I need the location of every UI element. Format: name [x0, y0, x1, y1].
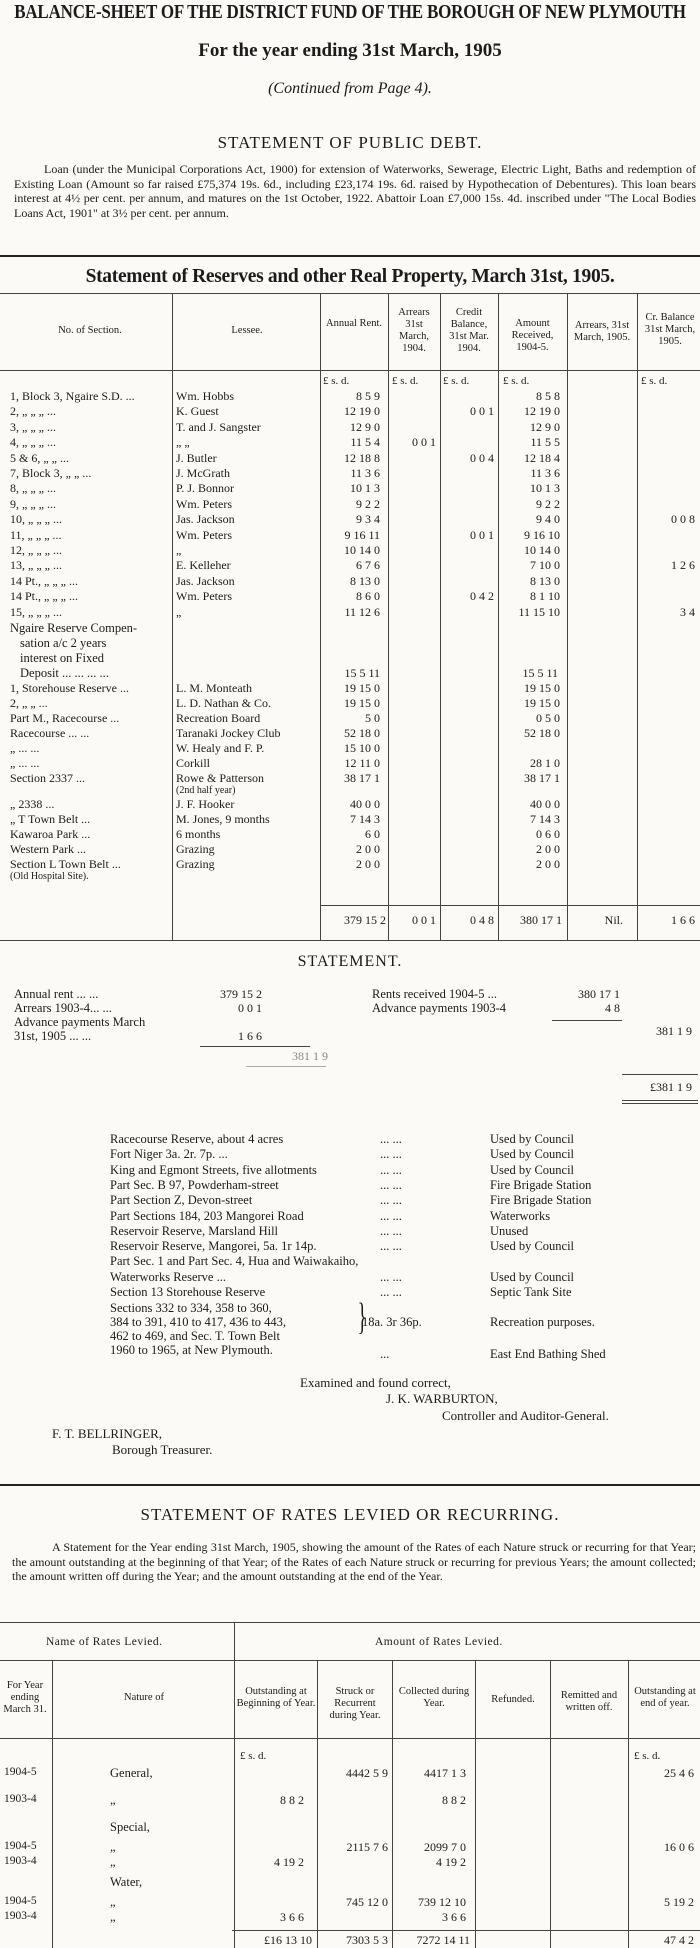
recreation-area: 18a. 3r 36p.: [362, 1315, 422, 1329]
statement-right-label: Rents received 1904-5 ...: [372, 987, 497, 1001]
rate-collected: 4417 1 3: [424, 1766, 466, 1780]
column-rule: [498, 293, 499, 940]
divider: [0, 1484, 700, 1486]
rate-nature: „: [110, 1855, 116, 1869]
total-credit-1904: 0 4 8: [470, 913, 494, 927]
rate-outstanding: 8 8 2: [280, 1793, 304, 1807]
statement-left-label: Annual rent ... ...: [14, 987, 99, 1001]
statement-rule: [622, 1103, 698, 1104]
rates-text: A Statement for the Year ending 31st March, 1905, showing the amount of the Rates of each Nature struck or recurring for that Year; the amount outstanding at the beginning of that Year; of the Rates of each Nature struck or recurring for previous Years; the amount collected; the amount written off during the Year; and the amount outstanding at the end of the Year.: [12, 1540, 696, 1583]
column-rule: [475, 1660, 476, 1948]
recreation-use: Recreation purposes.: [490, 1315, 595, 1329]
section-cell: 1, Storehouse Reserve ...: [10, 681, 129, 695]
page-subtitle: For the year ending 31st March, 1905: [198, 40, 502, 61]
dots: ... ...: [380, 1132, 402, 1146]
rates-total-outstanding-end: 47 4 2: [664, 1933, 694, 1947]
recreation-line: 462 to 469, and Sec. T. Town Belt: [110, 1329, 280, 1343]
rent-cell: 6 0: [365, 827, 380, 841]
property-use: Fire Brigade Station: [490, 1177, 592, 1192]
rate-nature: „: [110, 1895, 116, 1909]
lessee-cell: „ „: [176, 435, 190, 450]
column-rule: [628, 1660, 629, 1948]
column-rule: [317, 1660, 318, 1948]
header-received: Amount Received, 1904-5.: [511, 318, 554, 353]
column-rule: [320, 293, 321, 940]
received-cell: 9 4 0: [536, 512, 560, 527]
rate-nature: Special,: [110, 1820, 150, 1834]
section-cell: 2, „ „ ...: [10, 696, 48, 710]
property-name: Reservoir Reserve, Marsland Hill: [110, 1223, 279, 1238]
lessee-cell: Grazing: [176, 842, 215, 856]
reserves-title: Statement of Reserves and other Real Property, March 31st, 1905.: [85, 266, 615, 287]
property-name: Section 13 Storehouse Reserve: [110, 1285, 266, 1299]
section-cell: 7, Block 3, „ „ ...: [10, 466, 92, 480]
section-cell: 9, „ „ „ ...: [10, 496, 56, 511]
property-name: Part Sections 184, 203 Mangorei Road: [110, 1208, 304, 1223]
lessee-cell: T. and J. Sangster: [176, 419, 261, 434]
bathing-name: 1960 to 1965, at New Plymouth.: [110, 1343, 273, 1357]
lessee-cell: Grazing: [176, 857, 215, 871]
rate-outstanding: 4 19 2: [274, 1855, 304, 1869]
statement-left-label: 31st, 1905 ... ...: [14, 1029, 92, 1043]
received-cell: 2 0 0: [536, 842, 560, 856]
lessee-cell: „: [176, 543, 182, 557]
received-cell: 19 15 0: [524, 681, 560, 695]
lessee-cell: W. Healy and F. P.: [176, 741, 265, 755]
property-name: Waterworks Reserve ...: [110, 1269, 226, 1284]
rent-cell: 38 17 1: [344, 771, 380, 785]
dots: ...: [380, 1347, 390, 1361]
table-top-rule: [0, 293, 700, 294]
rent-cell: 7 14 3: [350, 812, 380, 826]
statement-rule: [552, 1020, 622, 1021]
received-cell: 2 0 0: [536, 857, 560, 871]
statement-left-total: 381 1 9: [292, 1049, 328, 1063]
rate-year: 1903-4: [4, 1855, 37, 1867]
section-cell: 15, „ „ „ ...: [10, 604, 62, 619]
lessee-cell: P. J. Bonnor: [176, 481, 235, 496]
dots: ... ...: [380, 1223, 402, 1238]
rent-cell: 9 16 11: [344, 527, 380, 542]
lessee-cell: L. D. Nathan & Co.: [176, 696, 271, 710]
total-arrears-1904: 0 0 1: [412, 913, 436, 927]
lessee-cell: Jas. Jackson: [176, 512, 235, 527]
received-cell: 38 17 1: [524, 771, 560, 785]
header-credit-1904: Credit Balance, 31st Mar. 1904.: [449, 307, 489, 354]
rate-collected: 8 8 2: [442, 1793, 466, 1807]
lessee-cell: „: [176, 604, 182, 619]
property-name: King and Egmont Streets, five allotments: [110, 1162, 317, 1177]
rent-cell: 8 6 0: [356, 589, 380, 604]
rate-outstanding-end: 5 19 2: [664, 1895, 694, 1909]
rates-group-rule: [0, 1660, 700, 1661]
lessee-cell: J. Butler: [176, 450, 217, 465]
rate-struck: 2115 7 6: [346, 1840, 388, 1854]
rent-cell: 11 5 4: [350, 435, 380, 450]
section-cell: (Old Hospital Site).: [10, 871, 89, 882]
auditor-name: J. K. WARBURTON,: [386, 1391, 498, 1406]
received-cell: 11 15 10: [518, 604, 560, 619]
rates-header-rule: [0, 1738, 700, 1739]
lessee-cell: J. McGrath: [176, 466, 230, 480]
statement-left-value: 379 15 2: [220, 987, 262, 1001]
statement-title: STATEMENT.: [297, 953, 403, 970]
rate-nature: „: [110, 1910, 116, 1924]
cr-balance-cell: 1 2 6: [671, 558, 695, 573]
received-cell: 10 14 0: [524, 543, 560, 557]
section-cell: 4, „ „ „ ...: [10, 435, 56, 450]
header-annual-rent: Annual Rent.: [326, 318, 382, 329]
rate-collected: 739 12 10: [418, 1895, 466, 1909]
rate-nature: General,: [110, 1766, 153, 1780]
dots: ... ...: [380, 1177, 402, 1192]
property-use: Septic Tank Site: [490, 1285, 572, 1299]
lessee-cell: Taranaki Jockey Club: [176, 726, 281, 740]
total-cr-balance: 1 6 6: [671, 913, 695, 927]
section-cell: 14 Pt., „ „ „ ...: [10, 573, 78, 588]
received-cell: 12 18 4: [524, 450, 560, 465]
received-cell: 7 14 3: [530, 812, 560, 826]
lessee-cell: Wm. Peters: [176, 496, 232, 511]
property-name: Reservoir Reserve, Mangorei, 5a. 1r 14p.: [110, 1239, 317, 1254]
total-arrears-1905: Nil.: [604, 913, 623, 927]
section-cell: 13, „ „ „ ...: [10, 558, 62, 573]
received-cell: 9 16 10: [524, 527, 560, 542]
statement-left-value: 0 0 1: [238, 1001, 262, 1015]
lessee-cell: K. Guest: [176, 404, 219, 419]
rent-cell: 8 13 0: [350, 573, 380, 588]
arrears-cell: 0 0 1: [412, 435, 436, 450]
rent-cell: 8 5 9: [356, 389, 380, 403]
lessee-cell: Wm. Hobbs: [176, 389, 234, 403]
ngaire-line: interest on Fixed: [20, 651, 105, 665]
rent-cell: 10 14 0: [344, 543, 380, 557]
auditor-title: Controller and Auditor-General.: [442, 1408, 609, 1423]
rate-nature: Water,: [110, 1875, 143, 1889]
property-use: Fire Brigade Station: [490, 1193, 592, 1208]
total-rent: 379 15 2: [344, 913, 386, 927]
rate-collected: 4 19 2: [436, 1855, 466, 1869]
section-cell: 2, „ „ „ ...: [10, 404, 56, 419]
cr-balance-cell: 3 4: [680, 604, 695, 619]
rates-header-year: For Year ending March 31.: [3, 1680, 47, 1715]
statement-left-value: 1 6 6: [238, 1029, 262, 1043]
units-label: £ s. d.: [641, 375, 668, 387]
property-use: Used by Council: [490, 1239, 575, 1254]
statement-rule: [200, 1046, 310, 1047]
ngaire-line: Deposit ... ... ... ...: [20, 666, 109, 680]
received-cell: 8 1 10: [530, 589, 560, 604]
property-name: Fort Niger 3a. 2r. 7p. ...: [110, 1147, 228, 1162]
rent-cell: 6 7 6: [356, 558, 380, 573]
column-rule: [172, 293, 173, 940]
rate-outstanding: 3 6 6: [280, 1910, 304, 1924]
lessee-cell: E. Kelleher: [176, 558, 231, 573]
rate-year: 1903-4: [4, 1910, 37, 1922]
credit-cell: 0 0 1: [470, 404, 494, 419]
property-name: Part Sec. B 97, Powderham-street: [110, 1177, 279, 1192]
section-cell: Part M., Racecourse ...: [10, 711, 120, 725]
total-received: 380 17 1: [520, 913, 562, 927]
section-cell: 10, „ „ „ ...: [10, 512, 62, 527]
credit-cell: 0 4 2: [470, 589, 494, 604]
section-cell: „ T Town Belt ...: [10, 812, 91, 826]
rates-title: STATEMENT OF RATES LEVIED OR RECURRING.: [140, 1505, 560, 1524]
rate-year: 1904-5: [4, 1895, 37, 1907]
section-cell: „ ... ...: [10, 756, 40, 770]
column-rule: [440, 293, 441, 940]
lessee-cell: 6 months: [176, 827, 221, 841]
rate-nature: „: [110, 1793, 116, 1807]
header-arrears-1904: Arrears 31st March, 1904.: [398, 307, 430, 354]
received-cell: 7 10 0: [530, 558, 560, 573]
lessee-cell: Wm. Peters: [176, 527, 232, 542]
statement-rule: [622, 1074, 698, 1075]
lessee-cell: Corkill: [176, 756, 211, 770]
property-name: Part Sec. 1 and Part Sec. 4, Hua and Waiwakaiho,: [110, 1254, 359, 1269]
rates-header-refunded: Refunded.: [491, 1694, 535, 1705]
treasurer-title: Borough Treasurer.: [112, 1442, 213, 1457]
rates-total-struck: 7303 5 3: [346, 1933, 388, 1947]
rates-total-rule: [232, 1930, 700, 1931]
statement-left-label: Advance payments March: [14, 1015, 146, 1029]
section-cell: 8, „ „ „ ...: [10, 481, 56, 496]
rates-header-outstanding-end: Outstanding at end of year.: [634, 1686, 696, 1709]
dots: ... ...: [380, 1208, 402, 1223]
rates-header-struck: Struck or Recurrent during Year.: [329, 1686, 381, 1721]
public-debt-text: Loan (under the Municipal Corporations Act, 1900) for extension of Waterworks, Sewerage, Electric Light, Baths and redemption of Existing Loan (Amount so far raised £75,374 19s. 6d., including £23,174 19s. 6d. raised by Hypothecation of Debentures). This loan bears interest at 4½ per cent. per annum, and matures on the 1st October, 1922. Abattoir Loan £7,000 15s. 4d. inscribed under "The Local Bodies Loans Act, 1901" at 3½ per cent. per annum.: [14, 162, 696, 220]
rates-total-collected: 7272 14 11: [416, 1933, 470, 1947]
received-cell: 11 5 5: [530, 435, 560, 450]
rent-cell: 15 10 0: [344, 741, 380, 755]
lessee-cell: Jas. Jackson: [176, 573, 235, 588]
dots: ... ...: [380, 1269, 402, 1284]
dots: ... ...: [380, 1193, 402, 1208]
header-section: No. of Section.: [58, 325, 122, 336]
brace-icon: }: [357, 1296, 367, 1338]
property-use: Used by Council: [490, 1132, 575, 1146]
property-use: Used by Council: [490, 1147, 575, 1162]
property-name: Racecourse Reserve, about 4 acres: [110, 1132, 284, 1146]
received-cell: 12 19 0: [524, 404, 560, 419]
property-use: Unused: [490, 1223, 529, 1238]
examined-text: Examined and found correct,: [300, 1375, 451, 1390]
divider: [0, 255, 700, 257]
dots: ... ...: [380, 1162, 402, 1177]
dots: ... ...: [380, 1285, 402, 1299]
rent-cell: 19 15 0: [344, 681, 380, 695]
property-use: Used by Council: [490, 1269, 575, 1284]
public-debt-title: STATEMENT OF PUBLIC DEBT.: [217, 133, 483, 152]
rate-nature: „: [110, 1840, 116, 1854]
rent-cell: 12 19 0: [344, 404, 380, 419]
rent-cell: 2 0 0: [356, 857, 380, 871]
section-cell: 12, „ „ „ ...: [10, 543, 62, 557]
bathing-use: East End Bathing Shed: [490, 1347, 606, 1361]
statement-rule: [246, 1066, 326, 1067]
lessee-cell: Recreation Board: [176, 711, 261, 725]
statement-right-total: 381 1 9: [656, 1024, 692, 1038]
section-cell: 14 Pt., „ „ „ ...: [10, 589, 78, 604]
received-cell: 12 9 0: [530, 419, 560, 434]
lessee-cell: (2nd half year): [176, 785, 236, 796]
rates-header-collected: Collected during Year.: [398, 1686, 470, 1709]
section-cell: 3, „ „ „ ...: [10, 419, 56, 434]
statement-left-label: Arrears 1903-4... ...: [14, 1001, 112, 1015]
statement-rule: [622, 1100, 698, 1101]
rates-group-left: Name of Rates Levied.: [46, 1636, 163, 1648]
dots: ... ...: [380, 1239, 402, 1254]
rent-cell: 12 18 8: [344, 450, 380, 465]
rate-struck: 4442 5 9: [346, 1766, 388, 1780]
received-cell: 10 1 3: [530, 481, 560, 496]
rent-cell: 10 1 3: [350, 481, 380, 496]
property-use: Used by Council: [490, 1162, 575, 1177]
lessee-cell: J. F. Hooker: [176, 797, 235, 811]
received-cell: 9 2 2: [536, 496, 560, 511]
table-total-top-rule: [320, 905, 700, 906]
statement-right-value: 380 17 1: [578, 987, 620, 1001]
rent-cell: 9 2 2: [356, 496, 380, 511]
rent-cell: 40 0 0: [350, 797, 380, 811]
rate-collected: 3 6 6: [442, 1910, 466, 1924]
rent-cell: 5 0: [365, 711, 380, 725]
section-cell: „ ... ...: [10, 741, 40, 755]
rates-header-outstanding: Outstanding at Beginning of Year.: [236, 1686, 316, 1709]
units-label: £ s. d.: [634, 1750, 661, 1762]
section-cell: Kawaroa Park ...: [10, 827, 91, 841]
rate-collected: 2099 7 0: [424, 1840, 466, 1854]
rates-group-right: Amount of Rates Levied.: [375, 1636, 503, 1648]
units-label: £ s. d.: [503, 375, 530, 387]
received-cell: 52 18 0: [524, 726, 560, 740]
received-cell: 0 6 0: [536, 827, 560, 841]
lessee-cell: Rowe & Patterson: [176, 771, 264, 785]
rates-top-rule: [0, 1622, 700, 1623]
received-cell: 0 5 0: [536, 711, 560, 725]
section-cell: 5 & 6, „ „ ...: [10, 450, 69, 465]
ngaire-rent: 15 5 11: [344, 666, 380, 680]
received-cell: 28 1 0: [530, 756, 560, 770]
section-cell: 1, Block 3, Ngaire S.D. ...: [10, 389, 135, 403]
treasurer-name: F. T. BELLRINGER,: [52, 1426, 163, 1441]
rent-cell: 2 0 0: [356, 842, 380, 856]
credit-cell: 0 0 1: [470, 527, 494, 542]
ngaire-line: sation a/c 2 years: [20, 636, 107, 650]
property-use: Waterworks: [490, 1208, 551, 1223]
received-cell: 11 3 6: [530, 466, 560, 480]
header-arrears-1905: Arrears, 31st March, 1905.: [573, 320, 631, 343]
statement-right-value: 4 8: [605, 1001, 620, 1015]
lessee-cell: M. Jones, 9 months: [176, 812, 270, 826]
column-rule: [52, 1660, 53, 1948]
received-cell: 19 15 0: [524, 696, 560, 710]
page-title: BALANCE-SHEET OF THE DISTRICT FUND OF THE BOROUGH OF NEW PLYMOUTH: [14, 0, 686, 23]
column-rule: [567, 293, 568, 940]
table-header-rule: [0, 370, 700, 371]
rent-cell: 9 3 4: [356, 512, 380, 527]
received-cell: 8 5 8: [536, 389, 560, 403]
rent-cell: 19 15 0: [344, 696, 380, 710]
received-cell: 40 0 0: [530, 797, 560, 811]
units-label: £ s. d.: [392, 375, 419, 387]
property-name: Part Section Z, Devon-street: [110, 1193, 253, 1208]
column-rule: [637, 293, 638, 940]
ngaire-line: Ngaire Reserve Compen-: [10, 621, 138, 635]
recreation-line: Sections 332 to 334, 358 to 360,: [110, 1301, 272, 1315]
rent-cell: 12 11 0: [344, 756, 380, 770]
column-rule: [392, 1660, 393, 1948]
section-cell: 11, „ „ „ ...: [10, 527, 62, 542]
credit-cell: 0 0 4: [470, 450, 494, 465]
cr-balance-cell: 0 0 8: [671, 512, 695, 527]
column-rule: [550, 1660, 551, 1948]
rates-header-nature: Nature of: [124, 1692, 164, 1703]
dots: ... ...: [380, 1147, 402, 1162]
column-rule: [234, 1622, 235, 1948]
rate-year: 1904-5: [4, 1766, 37, 1778]
statement-right-label: Advance payments 1903-4: [372, 1001, 506, 1015]
units-label: £ s. d.: [323, 375, 350, 387]
section-cell: Western Park ...: [10, 842, 87, 856]
continued-note: (Continued from Page 4).: [268, 80, 432, 97]
section-cell: Section L Town Belt ...: [10, 857, 121, 871]
units-label: £ s. d.: [443, 375, 470, 387]
rent-cell: 11 12 6: [344, 604, 380, 619]
rates-total-outstanding: £16 13 10: [264, 1933, 312, 1947]
rate-outstanding-end: 16 0 6: [664, 1840, 694, 1854]
section-cell: „ 2338 ...: [10, 797, 55, 811]
section-cell: Section 2337 ...: [10, 771, 85, 785]
recreation-line: 384 to 391, 410 to 417, 436 to 443,: [110, 1315, 287, 1329]
header-lessee: Lessee.: [231, 325, 263, 336]
section-cell: Racecourse ... ...: [10, 726, 90, 740]
statement-grand-total: £381 1 9: [650, 1080, 692, 1094]
units-label: £ s. d.: [240, 1750, 267, 1762]
rate-year: 1904-5: [4, 1840, 37, 1852]
ngaire-received: 15 5 11: [522, 666, 558, 680]
lessee-cell: L. M. Monteath: [176, 681, 252, 695]
table-bottom-rule: [0, 940, 700, 941]
header-cr-balance-1905: Cr. Balance 31st March, 1905.: [644, 312, 696, 347]
rate-outstanding-end: 25 4 6: [664, 1766, 694, 1780]
rent-cell: 11 3 6: [350, 466, 380, 480]
rent-cell: 12 9 0: [350, 419, 380, 434]
rent-cell: 52 18 0: [344, 726, 380, 740]
lessee-cell: Wm. Peters: [176, 589, 232, 604]
column-rule: [388, 293, 389, 940]
rates-header-remitted: Remitted and written off.: [560, 1690, 618, 1713]
rate-struck: 745 12 0: [346, 1895, 388, 1909]
received-cell: 8 13 0: [530, 573, 560, 588]
rate-year: 1903-4: [4, 1793, 37, 1805]
